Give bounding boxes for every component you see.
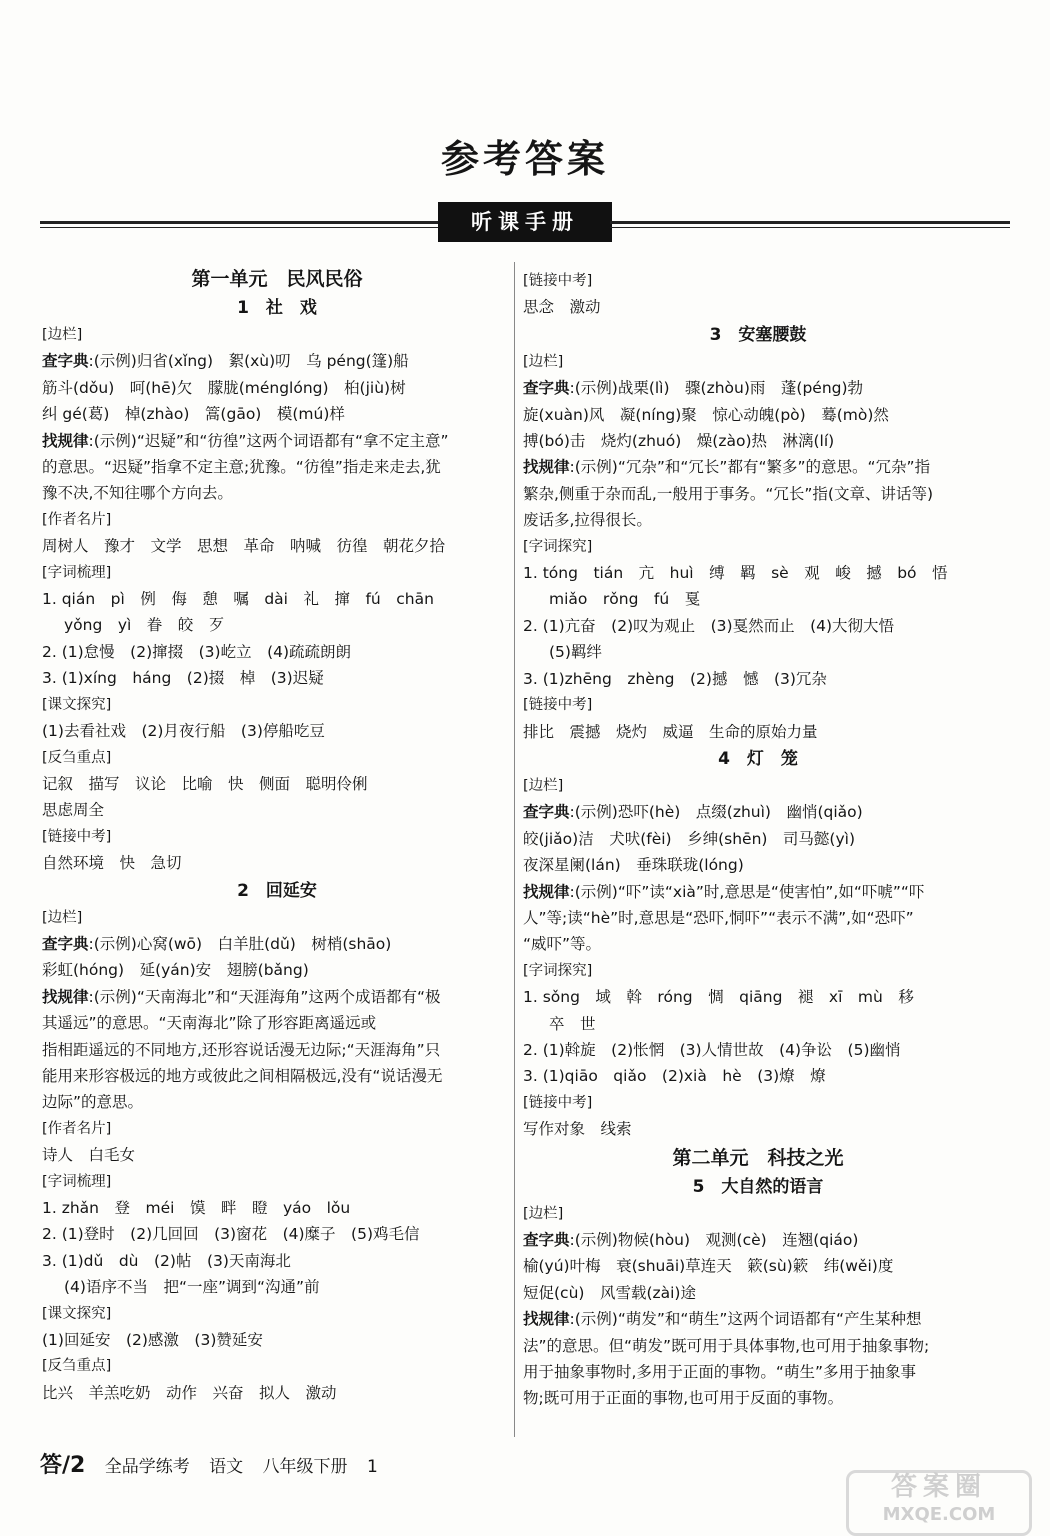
band-rule-left [40,221,440,224]
answer-line: 2. (1)怠慢 (2)撺掇 (3)屹立 (4)疏疏朗朗 [42,642,352,661]
unit-heading: 第二单元 科技之光 [672,1146,844,1169]
answer-line: 1. zhǎn 登 méi 馍 畔 瞪 yáo lǒu [42,1199,351,1217]
lesson-heading: 5 大自然的语言 [692,1176,824,1197]
answer-line: 3. (1)xíng háng (2)掇 棹 (3)迟疑 [42,669,324,688]
answer-line: 榆(yú)叶梅 衰(shuāi)草连天 簌(sù)簌 纬(wěi)度 [523,1257,894,1276]
band-rule-right-thin [610,227,1010,228]
section-label: [课文探究] [42,696,112,713]
answer-line: 写作对象 线索 [523,1120,632,1139]
answer-line [523,879,993,905]
answer-line [523,799,993,825]
line-key: 找规律 [42,431,89,450]
watermark-url: MXQE.COM [882,1504,996,1525]
line-key: 查字典 [523,1231,570,1249]
answer-line: 豫不决,不知往哪个方向去。 [42,484,233,503]
answer-line [42,931,512,957]
answer-line: 的意思。“迟疑”指拿不定主意;犹豫。“彷徨”指走来走去,犹 [42,458,441,477]
band-rule-left-thin [40,227,440,228]
answer-line: 周树人 豫才 文学 思想 革命 呐喊 彷徨 朝花夕拾 [42,537,446,556]
answer-line: 比兴 羊羔吃奶 动作 兴奋 拟人 激动 [42,1383,337,1402]
answer-line: (1)回延安 (2)感激 (3)赞延安 [42,1331,263,1350]
answer-line: (5)羁绊 [549,643,602,662]
section-label: [字词梳理] [42,564,112,581]
answer-line: 思念 激动 [523,298,601,317]
section-label: [反刍重点] [42,749,112,766]
line-text: :(示例)恐吓(hè) 点缀(zhuì) 幽悄(qiǎo) [569,803,863,822]
line-key: 找规律 [42,987,89,1006]
answer-line: miǎo rǒng fú 戛 [549,590,701,609]
line-key: 查字典 [523,379,570,398]
answer-line: 纠 gé(葛) 棹(zhào) 篙(gāo) 模(mú)样 [42,405,345,424]
line-text: :(示例)战栗(lì) 骤(zhòu)雨 蓬(péng)勃 [569,379,864,398]
watermark-logo [846,1470,1032,1536]
unit-heading: 第一单元 民风民俗 [191,268,363,290]
answer-line: 皎(jiǎo)洁 犬吠(fèi) 乡绅(shēn) 司马懿(yì) [523,829,856,848]
answer-line: 旋(xuàn)风 凝(níng)聚 惊心动魄(pò) 蓦(mò)然 [523,405,889,424]
line-text: :(示例)心窝(wō) 白羊肚(dǔ) 树梢(shāo) [88,934,392,953]
section-label: [链接中考] [523,1094,593,1111]
page-number: 答/2 [40,1453,86,1478]
answer-line: 筋斗(dǒu) 呵(hē)欠 朦胧(ménglóng) 桕(jiù)树 [42,378,406,397]
left-column [42,264,512,1406]
answer-line: 1. sǒng 域 斡 róng 惆 qiāng 褪 xī mù 移 [523,988,914,1007]
answer-line: 废话多,拉得很长。 [523,511,652,530]
grade-name: 八年级下册 [262,1457,348,1477]
band-label: 听课手册 [438,202,612,242]
section-label: [链接中考] [42,828,112,845]
lesson-heading: 3 安塞腰鼓 [709,324,807,345]
answer-line: (1)去看社戏 (2)月夜行船 (3)停船吃豆 [42,722,325,741]
line-text: :(示例)“迟疑”和“彷徨”这两个词语都有“拿不定主意” [88,431,449,450]
lesson-heading: 4 灯 笼 [718,748,798,769]
section-label: [边栏] [523,777,564,794]
answer-line [523,1227,993,1253]
answer-line: 诗人 白毛女 [42,1146,136,1165]
answer-line: 排比 震撼 烧灼 威逼 生命的原始力量 [523,722,818,741]
section-label: [反刍重点] [42,1358,112,1375]
section-label: [边栏] [42,327,83,343]
answer-line: 其遥远”的意思。“天南海北”除了形容距离遥远或 [42,1014,377,1033]
section-label: [作者名片] [42,1120,112,1137]
answer-line: 繁杂,侧重于杂而乱,一般用于事务。“冗长”指(文章、讲话等) [523,484,934,503]
answer-line: 指相距遥远的不同地方,还形容说话漫无边际;“天涯海角”只 [42,1040,441,1059]
answer-line: 搏(bó)击 烧灼(zhuó) 燥(zào)热 淋漓(lí) [523,432,835,451]
answer-line: 3. (1)qiāo qiǎo (2)xià hè (3)燎 燎 [523,1067,826,1086]
answer-line: 卒 世 [549,1014,596,1033]
section-label: [字词梳理] [42,1173,112,1190]
line-key: 找规律 [523,882,570,901]
line-text: :(示例)物候(hòu) 观测(cè) 连翘(qiáo) [569,1231,859,1249]
lesson-heading: 1 社 戏 [237,298,317,318]
line-key: 找规律 [523,1310,570,1329]
answer-line [523,454,993,480]
lesson-heading: 2 回延安 [237,880,317,901]
subject-name: 语文 [209,1457,244,1477]
section-label: [边栏] [42,909,83,926]
answer-line: 2. (1)亢奋 (2)叹为观止 (3)戛然而止 (4)大彻大悟 [523,616,895,635]
line-key: 查字典 [523,803,570,822]
answer-line: 物;既可用于正面的事物,也可用于反面的事物。 [523,1389,844,1408]
answer-line: yǒng yì 眷 皎 歹 [64,616,225,635]
answer-line: 自然环境 快 急切 [42,854,182,873]
answer-line: “威吓”等。 [523,935,602,954]
book-name: 全品学练考 [104,1457,190,1477]
line-text: :(示例)“萌发”和“萌生”这两个词语都有“产生某种想 [569,1310,922,1329]
section-label: [边栏] [523,1205,564,1222]
section-label: [字词探究] [523,962,593,979]
answer-line: 用于抽象事物时,多用于正面的事物。“萌生”多用于抽象事 [523,1363,916,1382]
answer-line: 彩虹(hóng) 延(yán)安 翅膀(bǎng) [42,961,309,980]
answer-line: (4)语序不当 把“一座”调到“沟通”前 [64,1278,320,1297]
answer-line: 法”的意思。但“萌发”既可用于具体事物,也可用于抽象事物; [523,1336,930,1355]
section-label: [课文探究] [42,1305,112,1322]
answer-line: 短促(cù) 风雪载(zài)途 [523,1283,696,1302]
line-text: :(示例)“冗杂”和“冗长”都有“繁多”的意思。“冗杂”指 [569,458,931,477]
answer-line: 1. tóng tián 亢 huì 缚 羁 sè 观 峻 撼 bó 悟 [523,564,948,583]
answer-line: 2. (1)登时 (2)几回回 (3)窗花 (4)糜子 (5)鸡毛信 [42,1225,420,1244]
answer-line: 3. (1)dǔ dù (2)帖 (3)天南海北 [42,1251,291,1270]
section-label: [链接中考] [523,273,593,289]
answer-line: 能用来形容极远的地方或彼此之间相隔极远,没有“说话漫无 [42,1066,443,1085]
line-text: :(示例)“天南海北”和“天涯海角”这两个成语都有“极 [88,987,441,1006]
answer-line: 记叙 描写 议论 比喻 快 侧面 聪明伶俐 [42,774,368,793]
page-footer [40,1448,392,1479]
answer-line [42,348,512,374]
answer-line [42,428,512,454]
line-text: :(示例)归省(xǐng) 絮(xù)叨 乌 péng(篷)船 [88,352,409,371]
answer-line: 边际”的意思。 [42,1093,144,1112]
answer-line: 1. qián pì 例 侮 憩 嘱 dài 礼 撺 fú chān [42,590,434,609]
answer-line: 3. (1)zhēng zhèng (2)撼 憾 (3)冗杂 [523,669,827,688]
section-label: [作者名片] [42,511,112,528]
page-title: 参考答案 [440,137,609,181]
line-key: 找规律 [523,458,570,477]
answer-line: 夜深星阑(lán) 垂珠联珑(lóng) [523,856,744,875]
column-divider [514,262,515,1437]
right-column [523,268,993,1412]
footer-num: 1 [366,1457,378,1477]
answer-line: 2. (1)斡旋 (2)怅惘 (3)人情世故 (4)争讼 (5)幽悄 [523,1040,901,1059]
answer-line: 人”等;读“hè”时,意思是“恐吓,恫吓”“表示不满”,如“恐吓” [523,908,914,927]
section-label: [链接中考] [523,697,593,714]
answer-line [42,984,512,1010]
watermark-text: 答案圈 [890,1472,987,1502]
answer-line [523,1306,993,1332]
line-text: :(示例)“吓”读“xià”时,意思是“使害怕”,如“吓唬”“吓 [569,882,925,901]
section-band [40,202,1010,242]
line-key: 查字典 [42,352,89,371]
answer-line: 思虑周全 [42,801,105,820]
answer-line [523,375,993,401]
section-label: [字词探究] [523,538,593,555]
line-key: 查字典 [42,934,89,953]
section-label: [边栏] [523,353,564,370]
band-rule-right [610,221,1010,224]
